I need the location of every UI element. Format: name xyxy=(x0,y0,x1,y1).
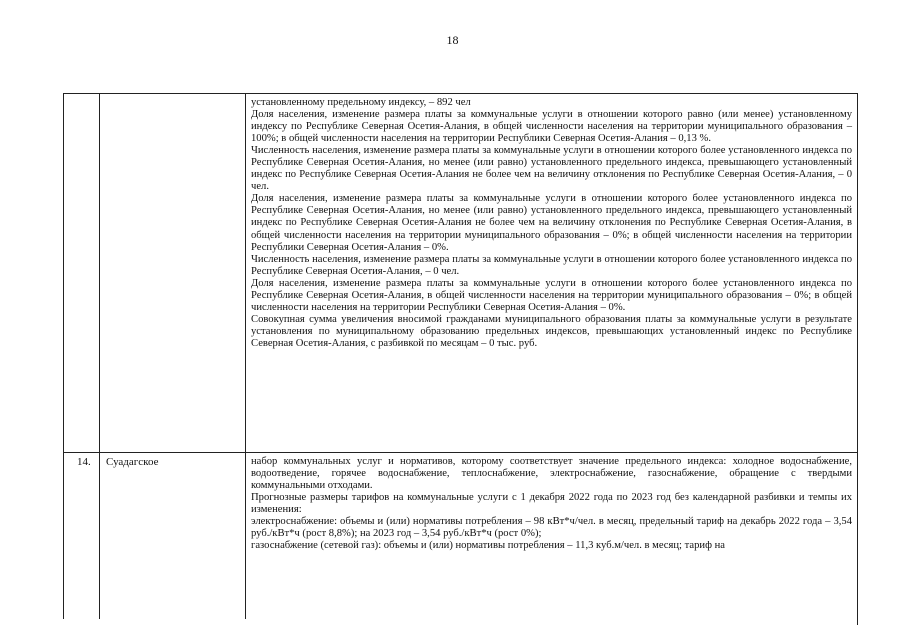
paragraph: Численность населения, изменение размера платы за коммунальные услуги в отношении которого более установленного индекса по Республике Северная Осетия-Алания, – 0 чел. xyxy=(251,253,852,277)
paragraph: Доля населения, изменение размера платы за коммунальные услуги в отношении которого более установленного индекса по Республике Северная Осетия-Алания, в общей численности населения на территории муниципального образования – 0%; в общей численности населения на территории Республики Северная Осетия-Алания – 0%. xyxy=(251,277,852,313)
document-table xyxy=(63,93,858,625)
paragraph: электроснабжение: объемы и (или) нормативы потребления – 98 кВт*ч/чел. в месяц, предельный тариф на декабрь 2022 года – 3,54 руб./кВт*ч (рост 8,8%); на 2023 год – 3,54 руб./кВт*ч (рост 0%); xyxy=(251,516,852,540)
paragraph: Совокупная сумма увеличения вносимой гражданами муниципального образования платы за коммунальные услуги в результате установления по муниципальному образованию предельных индексов, превышающих установленный индекс по Республике Северная Осетия-Алания, с разбивкой по месяцам – 0 тыс. руб. xyxy=(251,313,852,349)
paragraph: Доля населения, изменение размера платы за коммунальные услуги в отношении которого равно (или менее) установленному индексу по Республике Северная Осетия-Алания, в общей численности населения на территории муниципального образования – 100%; в общей численности населения на территории Республики Северная Осетия-Алания – 0,13 %. xyxy=(251,109,852,145)
paragraph: набор коммунальных услуг и нормативов, которому соответствует значение предельного индекса: холодное водоснабжение, водоотведение, горячее водоснабжение, теплоснабжение, электроснабжение, газоснабжение, обращение с твердыми коммунальными отходами. xyxy=(251,456,852,492)
table-row xyxy=(64,453,858,626)
paragraph: Численность населения, изменение размера платы за коммунальные услуги в отношении которого более установленного индекса по Республике Северная Осетия-Алания, но менее (или равно) установленного предельного индекса, превышающего установленный индекс по Республике Северная Осетия-Алания не более чем на величину отклонения по Республике Северная Осетия-Алания, – 0 чел. xyxy=(251,145,852,193)
paragraph: Доля населения, изменение размера платы за коммунальные услуги в отношении которого более установленного индекса по Республике Северная Осетия-Алания, но менее (или равно) установленного предельного индекса, превышающего установленный индекс по Республике Северная Осетия-Алания не более чем на величину отклонения по Республике Северная Осетия-Алания, в общей численности населения на территории муниципального образования – 0%; в общей численности населения на территории Республики Северная Осетия-Алания – 0%. xyxy=(251,193,852,253)
description-cell xyxy=(246,453,858,626)
municipality-name-cell xyxy=(100,94,246,453)
paragraph: установленному предельному индексу, – 892 чел xyxy=(251,97,471,108)
paragraph: Прогнозные размеры тарифов на коммунальные услуги с 1 декабря 2022 года по 2023 год без календарной разбивки и темпы их изменения: xyxy=(251,492,852,516)
paragraph: газоснабжение (сетевой газ): объемы и (или) нормативы потребления – 11,3 куб.м/чел. в месяц; тариф на xyxy=(251,540,725,552)
description-cell xyxy=(246,94,858,453)
page-number: 18 xyxy=(446,33,459,47)
row-number-cell xyxy=(64,94,100,453)
table-row xyxy=(64,94,858,453)
row-number-cell: 14. xyxy=(64,453,100,626)
municipality-name-cell: Суадагское xyxy=(100,453,246,626)
page-bottom-margin xyxy=(63,619,857,640)
